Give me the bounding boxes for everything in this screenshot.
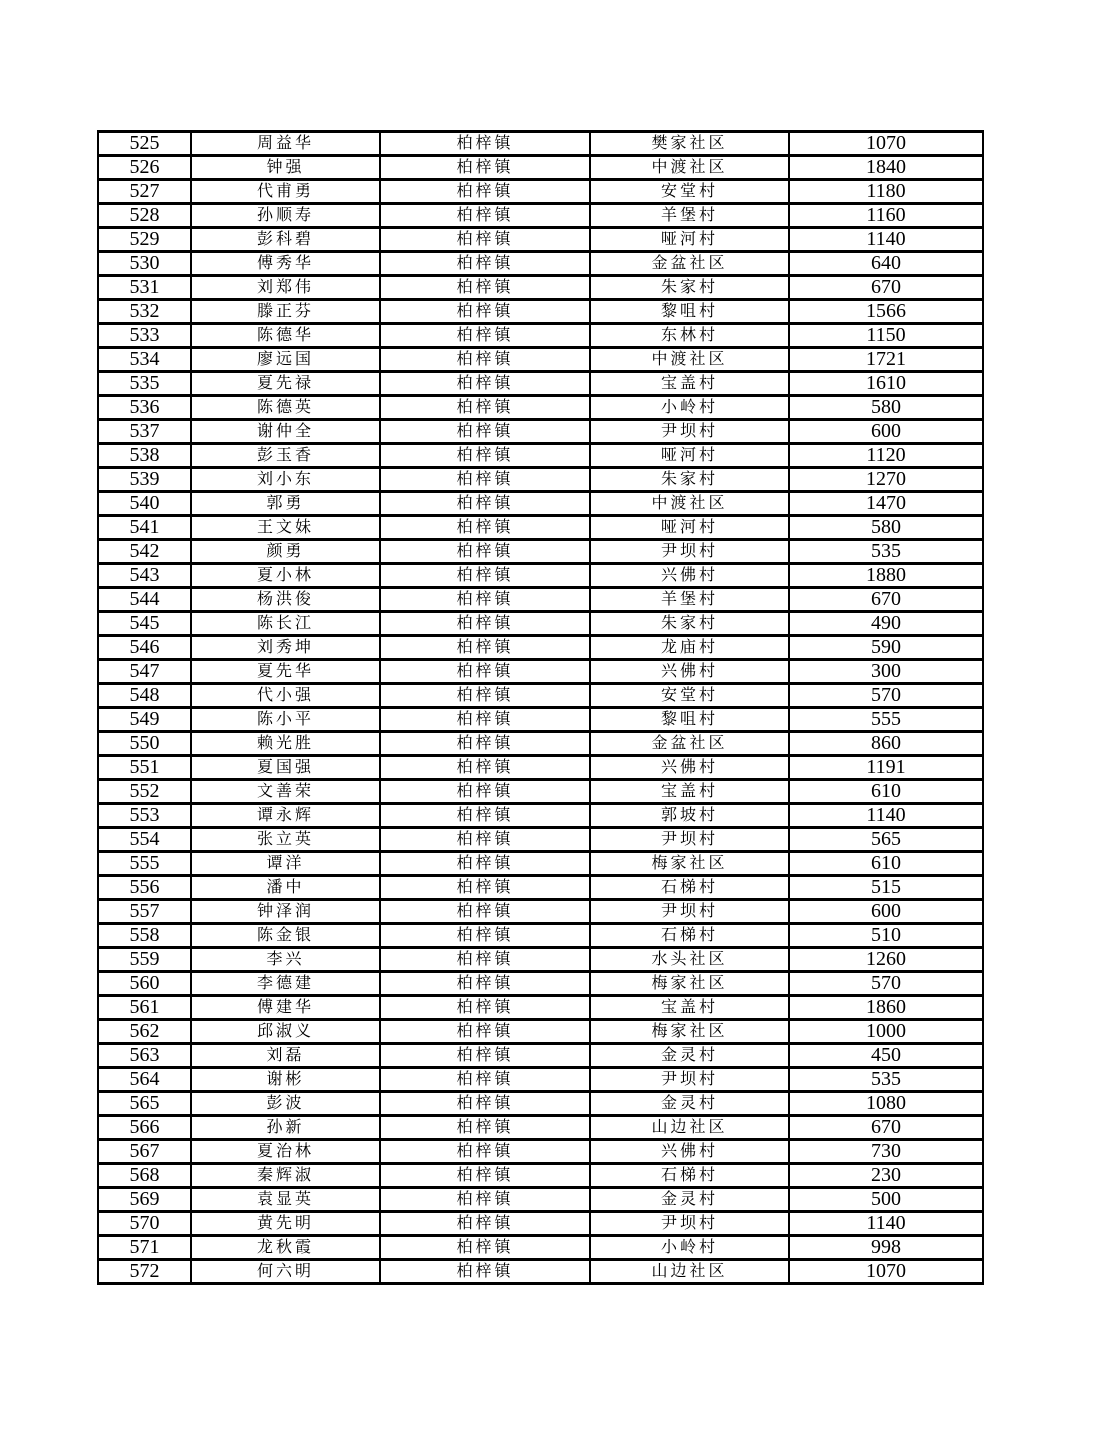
- cell-name: 何六明: [191, 1260, 380, 1284]
- cell-town: 柏梓镇: [380, 1236, 590, 1260]
- cell-village: 朱家村: [590, 276, 789, 300]
- cell-village: 兴佛村: [590, 564, 789, 588]
- cell-village: 羊堡村: [590, 204, 789, 228]
- cell-name: 谭洋: [191, 852, 380, 876]
- cell-name: 孙顺寿: [191, 204, 380, 228]
- table-body: [98, 132, 983, 1284]
- cell-no: 526: [98, 156, 191, 180]
- cell-amount: 490: [789, 612, 983, 636]
- cell-name: 夏先禄: [191, 372, 380, 396]
- cell-amount: 1270: [789, 468, 983, 492]
- cell-name: 龙秋霞: [191, 1236, 380, 1260]
- cell-village: 黎咀村: [590, 300, 789, 324]
- cell-name: 谢仲全: [191, 420, 380, 444]
- cell-name: 周益华: [191, 132, 380, 156]
- cell-no: 554: [98, 828, 191, 852]
- table-row: [98, 1236, 983, 1260]
- table-row: [98, 924, 983, 948]
- cell-no: 558: [98, 924, 191, 948]
- cell-village: 哑河村: [590, 228, 789, 252]
- cell-amount: 1470: [789, 492, 983, 516]
- cell-village: 龙庙村: [590, 636, 789, 660]
- cell-amount: 1860: [789, 996, 983, 1020]
- cell-amount: 1566: [789, 300, 983, 324]
- cell-amount: 860: [789, 732, 983, 756]
- cell-village: 安堂村: [590, 684, 789, 708]
- cell-name: 刘小东: [191, 468, 380, 492]
- cell-village: 安堂村: [590, 180, 789, 204]
- cell-no: 562: [98, 1020, 191, 1044]
- cell-amount: 610: [789, 780, 983, 804]
- cell-name: 傅秀华: [191, 252, 380, 276]
- cell-name: 谭永辉: [191, 804, 380, 828]
- table-row: [98, 180, 983, 204]
- cell-name: 赖光胜: [191, 732, 380, 756]
- cell-town: 柏梓镇: [380, 204, 590, 228]
- cell-name: 刘磊: [191, 1044, 380, 1068]
- cell-village: 朱家村: [590, 612, 789, 636]
- cell-village: 宝盖村: [590, 996, 789, 1020]
- cell-amount: 580: [789, 516, 983, 540]
- cell-amount: 1260: [789, 948, 983, 972]
- table-row: [98, 732, 983, 756]
- cell-no: 560: [98, 972, 191, 996]
- cell-no: 540: [98, 492, 191, 516]
- cell-village: 尹坝村: [590, 828, 789, 852]
- cell-amount: 450: [789, 1044, 983, 1068]
- cell-village: 山边社区: [590, 1116, 789, 1140]
- cell-village: 小岭村: [590, 396, 789, 420]
- cell-village: 兴佛村: [590, 660, 789, 684]
- cell-village: 金灵村: [590, 1188, 789, 1212]
- cell-town: 柏梓镇: [380, 492, 590, 516]
- cell-amount: 570: [789, 684, 983, 708]
- cell-town: 柏梓镇: [380, 300, 590, 324]
- cell-town: 柏梓镇: [380, 348, 590, 372]
- cell-town: 柏梓镇: [380, 468, 590, 492]
- table-row: [98, 756, 983, 780]
- cell-name: 秦辉淑: [191, 1164, 380, 1188]
- cell-village: 中渡社区: [590, 492, 789, 516]
- cell-name: 陈金银: [191, 924, 380, 948]
- cell-village: 梅家社区: [590, 972, 789, 996]
- cell-town: 柏梓镇: [380, 252, 590, 276]
- cell-no: 529: [98, 228, 191, 252]
- cell-amount: 510: [789, 924, 983, 948]
- cell-village: 梅家社区: [590, 1020, 789, 1044]
- cell-village: 哑河村: [590, 516, 789, 540]
- cell-name: 李兴: [191, 948, 380, 972]
- table-row: [98, 588, 983, 612]
- cell-no: 527: [98, 180, 191, 204]
- cell-amount: 1070: [789, 1260, 983, 1284]
- table-row: [98, 204, 983, 228]
- cell-no: 532: [98, 300, 191, 324]
- cell-no: 556: [98, 876, 191, 900]
- cell-town: 柏梓镇: [380, 708, 590, 732]
- cell-no: 569: [98, 1188, 191, 1212]
- cell-no: 559: [98, 948, 191, 972]
- cell-amount: 1070: [789, 132, 983, 156]
- cell-town: 柏梓镇: [380, 948, 590, 972]
- cell-village: 石梯村: [590, 924, 789, 948]
- table-row: [98, 540, 983, 564]
- table-row: [98, 684, 983, 708]
- cell-town: 柏梓镇: [380, 588, 590, 612]
- cell-name: 袁显英: [191, 1188, 380, 1212]
- cell-name: 陈长江: [191, 612, 380, 636]
- cell-town: 柏梓镇: [380, 804, 590, 828]
- cell-village: 金盆社区: [590, 732, 789, 756]
- cell-town: 柏梓镇: [380, 1188, 590, 1212]
- cell-amount: 670: [789, 588, 983, 612]
- cell-town: 柏梓镇: [380, 924, 590, 948]
- cell-town: 柏梓镇: [380, 276, 590, 300]
- table-row: [98, 612, 983, 636]
- table-row: [98, 636, 983, 660]
- cell-no: 534: [98, 348, 191, 372]
- cell-town: 柏梓镇: [380, 180, 590, 204]
- cell-town: 柏梓镇: [380, 732, 590, 756]
- cell-amount: 1610: [789, 372, 983, 396]
- table-row: [98, 948, 983, 972]
- cell-no: 561: [98, 996, 191, 1020]
- cell-town: 柏梓镇: [380, 1164, 590, 1188]
- cell-village: 郭坡村: [590, 804, 789, 828]
- cell-village: 尹坝村: [590, 1212, 789, 1236]
- cell-amount: 1880: [789, 564, 983, 588]
- cell-town: 柏梓镇: [380, 396, 590, 420]
- cell-town: 柏梓镇: [380, 228, 590, 252]
- cell-no: 550: [98, 732, 191, 756]
- cell-name: 潘中: [191, 876, 380, 900]
- cell-amount: 590: [789, 636, 983, 660]
- table-row: [98, 1092, 983, 1116]
- cell-name: 李德建: [191, 972, 380, 996]
- cell-amount: 535: [789, 1068, 983, 1092]
- cell-village: 樊家社区: [590, 132, 789, 156]
- table-row: [98, 420, 983, 444]
- cell-town: 柏梓镇: [380, 876, 590, 900]
- cell-no: 548: [98, 684, 191, 708]
- cell-no: 528: [98, 204, 191, 228]
- cell-amount: 535: [789, 540, 983, 564]
- cell-amount: 1140: [789, 804, 983, 828]
- cell-no: 539: [98, 468, 191, 492]
- cell-no: 552: [98, 780, 191, 804]
- cell-amount: 580: [789, 396, 983, 420]
- cell-village: 朱家村: [590, 468, 789, 492]
- cell-town: 柏梓镇: [380, 1140, 590, 1164]
- table-row: [98, 1116, 983, 1140]
- cell-town: 柏梓镇: [380, 132, 590, 156]
- cell-no: 567: [98, 1140, 191, 1164]
- cell-name: 郭勇: [191, 492, 380, 516]
- cell-no: 541: [98, 516, 191, 540]
- cell-name: 刘郑伟: [191, 276, 380, 300]
- cell-amount: 1150: [789, 324, 983, 348]
- cell-village: 山边社区: [590, 1260, 789, 1284]
- cell-name: 夏国强: [191, 756, 380, 780]
- cell-amount: 1140: [789, 228, 983, 252]
- cell-amount: 670: [789, 1116, 983, 1140]
- cell-name: 夏小林: [191, 564, 380, 588]
- cell-amount: 1840: [789, 156, 983, 180]
- cell-village: 中渡社区: [590, 156, 789, 180]
- cell-town: 柏梓镇: [380, 1092, 590, 1116]
- cell-town: 柏梓镇: [380, 1068, 590, 1092]
- cell-name: 杨洪俊: [191, 588, 380, 612]
- table-row: [98, 660, 983, 684]
- cell-no: 563: [98, 1044, 191, 1068]
- cell-no: 530: [98, 252, 191, 276]
- records-table: [97, 130, 984, 1285]
- cell-village: 金灵村: [590, 1044, 789, 1068]
- cell-town: 柏梓镇: [380, 660, 590, 684]
- cell-name: 陈小平: [191, 708, 380, 732]
- cell-name: 陈德华: [191, 324, 380, 348]
- cell-village: 兴佛村: [590, 1140, 789, 1164]
- cell-no: 551: [98, 756, 191, 780]
- cell-village: 尹坝村: [590, 420, 789, 444]
- cell-no: 543: [98, 564, 191, 588]
- cell-town: 柏梓镇: [380, 1212, 590, 1236]
- table-row: [98, 372, 983, 396]
- cell-amount: 1140: [789, 1212, 983, 1236]
- cell-name: 钟泽润: [191, 900, 380, 924]
- cell-name: 孙新: [191, 1116, 380, 1140]
- cell-no: 538: [98, 444, 191, 468]
- cell-town: 柏梓镇: [380, 420, 590, 444]
- table-row: [98, 156, 983, 180]
- cell-amount: 1160: [789, 204, 983, 228]
- cell-name: 夏治林: [191, 1140, 380, 1164]
- table-row: [98, 252, 983, 276]
- table-row: [98, 132, 983, 156]
- table-row: [98, 828, 983, 852]
- cell-amount: 1080: [789, 1092, 983, 1116]
- table-row: [98, 324, 983, 348]
- table-row: [98, 972, 983, 996]
- cell-amount: 600: [789, 420, 983, 444]
- cell-town: 柏梓镇: [380, 996, 590, 1020]
- cell-name: 陈德英: [191, 396, 380, 420]
- cell-amount: 1721: [789, 348, 983, 372]
- table-row: [98, 876, 983, 900]
- cell-village: 小岭村: [590, 1236, 789, 1260]
- table-row: [98, 396, 983, 420]
- cell-town: 柏梓镇: [380, 156, 590, 180]
- cell-amount: 230: [789, 1164, 983, 1188]
- table-row: [98, 492, 983, 516]
- cell-no: 553: [98, 804, 191, 828]
- cell-town: 柏梓镇: [380, 1260, 590, 1284]
- cell-name: 谢彬: [191, 1068, 380, 1092]
- cell-village: 石梯村: [590, 876, 789, 900]
- cell-name: 王文妹: [191, 516, 380, 540]
- cell-name: 廖远国: [191, 348, 380, 372]
- cell-amount: 1180: [789, 180, 983, 204]
- cell-no: 525: [98, 132, 191, 156]
- cell-amount: 555: [789, 708, 983, 732]
- cell-name: 代甫勇: [191, 180, 380, 204]
- cell-town: 柏梓镇: [380, 516, 590, 540]
- cell-name: 夏先华: [191, 660, 380, 684]
- cell-no: 535: [98, 372, 191, 396]
- cell-name: 刘秀坤: [191, 636, 380, 660]
- table-row: [98, 468, 983, 492]
- table-row: [98, 1044, 983, 1068]
- cell-town: 柏梓镇: [380, 372, 590, 396]
- cell-village: 宝盖村: [590, 780, 789, 804]
- table-row: [98, 1260, 983, 1284]
- cell-town: 柏梓镇: [380, 540, 590, 564]
- cell-amount: 730: [789, 1140, 983, 1164]
- cell-no: 570: [98, 1212, 191, 1236]
- cell-village: 尹坝村: [590, 540, 789, 564]
- cell-town: 柏梓镇: [380, 444, 590, 468]
- cell-village: 中渡社区: [590, 348, 789, 372]
- cell-no: 536: [98, 396, 191, 420]
- cell-no: 566: [98, 1116, 191, 1140]
- cell-village: 梅家社区: [590, 852, 789, 876]
- cell-village: 东林村: [590, 324, 789, 348]
- cell-name: 颜勇: [191, 540, 380, 564]
- table-row: [98, 516, 983, 540]
- cell-no: 572: [98, 1260, 191, 1284]
- cell-name: 钟强: [191, 156, 380, 180]
- table-row: [98, 780, 983, 804]
- cell-name: 彭科碧: [191, 228, 380, 252]
- cell-amount: 600: [789, 900, 983, 924]
- table-row: [98, 1020, 983, 1044]
- cell-name: 傅建华: [191, 996, 380, 1020]
- cell-no: 533: [98, 324, 191, 348]
- table-row: [98, 564, 983, 588]
- cell-no: 571: [98, 1236, 191, 1260]
- cell-town: 柏梓镇: [380, 636, 590, 660]
- cell-name: 黄先明: [191, 1212, 380, 1236]
- cell-village: 尹坝村: [590, 1068, 789, 1092]
- cell-no: 546: [98, 636, 191, 660]
- cell-village: 金灵村: [590, 1092, 789, 1116]
- table-row: [98, 804, 983, 828]
- cell-village: 尹坝村: [590, 900, 789, 924]
- cell-no: 547: [98, 660, 191, 684]
- cell-town: 柏梓镇: [380, 612, 590, 636]
- cell-no: 555: [98, 852, 191, 876]
- cell-village: 水头社区: [590, 948, 789, 972]
- cell-no: 568: [98, 1164, 191, 1188]
- table-row: [98, 228, 983, 252]
- cell-amount: 300: [789, 660, 983, 684]
- cell-no: 542: [98, 540, 191, 564]
- cell-village: 金盆社区: [590, 252, 789, 276]
- cell-no: 544: [98, 588, 191, 612]
- cell-no: 565: [98, 1092, 191, 1116]
- cell-town: 柏梓镇: [380, 564, 590, 588]
- cell-name: 彭玉香: [191, 444, 380, 468]
- cell-amount: 670: [789, 276, 983, 300]
- cell-amount: 610: [789, 852, 983, 876]
- cell-amount: 640: [789, 252, 983, 276]
- cell-amount: 565: [789, 828, 983, 852]
- cell-amount: 1191: [789, 756, 983, 780]
- cell-name: 邱淑义: [191, 1020, 380, 1044]
- cell-village: 兴佛村: [590, 756, 789, 780]
- cell-town: 柏梓镇: [380, 1116, 590, 1140]
- table-row: [98, 348, 983, 372]
- cell-name: 张立英: [191, 828, 380, 852]
- cell-village: 石梯村: [590, 1164, 789, 1188]
- cell-town: 柏梓镇: [380, 972, 590, 996]
- cell-town: 柏梓镇: [380, 684, 590, 708]
- cell-no: 531: [98, 276, 191, 300]
- table-row: [98, 708, 983, 732]
- cell-amount: 998: [789, 1236, 983, 1260]
- cell-name: 代小强: [191, 684, 380, 708]
- cell-amount: 570: [789, 972, 983, 996]
- cell-town: 柏梓镇: [380, 1020, 590, 1044]
- table-row: [98, 300, 983, 324]
- table-row: [98, 1188, 983, 1212]
- table-row: [98, 900, 983, 924]
- table-row: [98, 1140, 983, 1164]
- cell-village: 哑河村: [590, 444, 789, 468]
- cell-amount: 1120: [789, 444, 983, 468]
- cell-no: 564: [98, 1068, 191, 1092]
- table-row: [98, 1212, 983, 1236]
- cell-no: 557: [98, 900, 191, 924]
- table-row: [98, 1164, 983, 1188]
- table-row: [98, 1068, 983, 1092]
- cell-name: 彭波: [191, 1092, 380, 1116]
- cell-amount: 1000: [789, 1020, 983, 1044]
- cell-no: 537: [98, 420, 191, 444]
- cell-town: 柏梓镇: [380, 900, 590, 924]
- table-row: [98, 996, 983, 1020]
- cell-town: 柏梓镇: [380, 1044, 590, 1068]
- cell-name: 文善荣: [191, 780, 380, 804]
- cell-town: 柏梓镇: [380, 852, 590, 876]
- cell-village: 黎咀村: [590, 708, 789, 732]
- cell-no: 549: [98, 708, 191, 732]
- cell-name: 滕正芬: [191, 300, 380, 324]
- table-row: [98, 276, 983, 300]
- cell-amount: 500: [789, 1188, 983, 1212]
- table-row: [98, 852, 983, 876]
- cell-village: 羊堡村: [590, 588, 789, 612]
- cell-village: 宝盖村: [590, 372, 789, 396]
- table-row: [98, 444, 983, 468]
- cell-town: 柏梓镇: [380, 828, 590, 852]
- cell-town: 柏梓镇: [380, 756, 590, 780]
- cell-town: 柏梓镇: [380, 780, 590, 804]
- cell-amount: 515: [789, 876, 983, 900]
- cell-no: 545: [98, 612, 191, 636]
- cell-town: 柏梓镇: [380, 324, 590, 348]
